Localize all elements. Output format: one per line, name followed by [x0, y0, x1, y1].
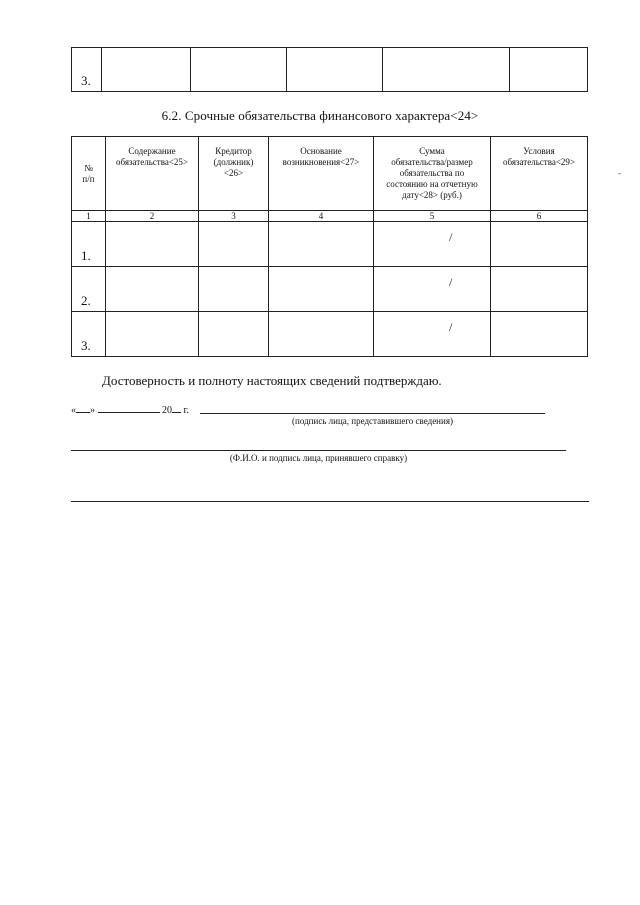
table-cell: [491, 312, 588, 357]
bottom-divider: [71, 501, 589, 502]
year-suffix: г.: [183, 405, 189, 416]
table-cell: [199, 312, 269, 357]
table-cell: [191, 48, 287, 92]
header-creditor: [199, 137, 269, 211]
table-cell: [383, 48, 510, 92]
header-label: Содержание обязательства<25>: [115, 146, 189, 167]
table-cell: [269, 312, 374, 357]
header-conditions: [491, 137, 588, 211]
obligations-table: [71, 136, 588, 357]
table-cell: [106, 312, 199, 357]
header-row: [72, 137, 588, 211]
table-row: [72, 312, 588, 357]
table-cell: [199, 267, 269, 312]
slash-mark: /: [449, 230, 453, 244]
close-quote: »: [90, 405, 95, 416]
year-blank[interactable]: [172, 403, 181, 413]
table-cell: [102, 48, 191, 92]
table-cell: [491, 222, 588, 267]
table-cell: [510, 48, 588, 92]
row-number: 3.: [72, 312, 106, 357]
header-label: Условия обязательства<29>: [502, 146, 576, 167]
header-content: [106, 137, 199, 211]
amount-cell: [374, 267, 491, 312]
row-number: 1.: [72, 222, 106, 267]
receiver-signature-line[interactable]: [71, 450, 566, 451]
table-row: [72, 48, 588, 92]
column-number: 2: [106, 211, 199, 222]
row-number: 2.: [72, 267, 106, 312]
row-number: 3.: [72, 48, 102, 92]
column-number: 4: [269, 211, 374, 222]
table-cell: [491, 267, 588, 312]
year-prefix: 20: [162, 405, 172, 416]
table-cell: [106, 222, 199, 267]
header-label: Основание возникновения<27>: [282, 146, 360, 167]
day-blank[interactable]: [76, 403, 90, 413]
amount-cell: [374, 222, 491, 267]
column-number: 5: [374, 211, 491, 222]
month-blank[interactable]: [98, 403, 160, 413]
submitter-signature-caption: (подпись лица, представившего сведения): [292, 416, 453, 426]
column-number: 6: [491, 211, 588, 222]
table-row: [72, 267, 588, 312]
table-row: [72, 222, 588, 267]
date-line: [71, 403, 189, 416]
header-label: Кредитор (должник) <26>: [213, 146, 254, 178]
column-number-row: [72, 211, 588, 222]
slash-mark: /: [449, 275, 453, 289]
header-label: № п/п: [82, 162, 95, 184]
previous-table-tail: [71, 47, 588, 92]
receiver-signature-caption: (Ф.И.О. и подпись лица, принявшего справку): [229, 453, 408, 463]
header-amount: [374, 137, 491, 211]
confirmation-text: Достоверность и полноту настоящих сведений подтверждаю.: [102, 373, 442, 388]
stray-mark: -: [618, 168, 621, 178]
table-cell: [269, 267, 374, 312]
section-title: 6.2. Срочные обязательства финансового характера<24>: [161, 108, 479, 123]
column-number: 3: [199, 211, 269, 222]
table-cell: [199, 222, 269, 267]
slash-mark: /: [449, 320, 453, 334]
header-label: Сумма обязательства/размер обязательства по состоянию на отчетную дату<28> (руб.): [386, 146, 478, 200]
header-number: [72, 137, 106, 211]
open-quote: «: [71, 405, 76, 416]
table-cell: [287, 48, 383, 92]
amount-cell: [374, 312, 491, 357]
table-cell: [269, 222, 374, 267]
submitter-signature-line[interactable]: [200, 413, 545, 414]
table-cell: [106, 267, 199, 312]
header-basis: [269, 137, 374, 211]
column-number: 1: [72, 211, 106, 222]
